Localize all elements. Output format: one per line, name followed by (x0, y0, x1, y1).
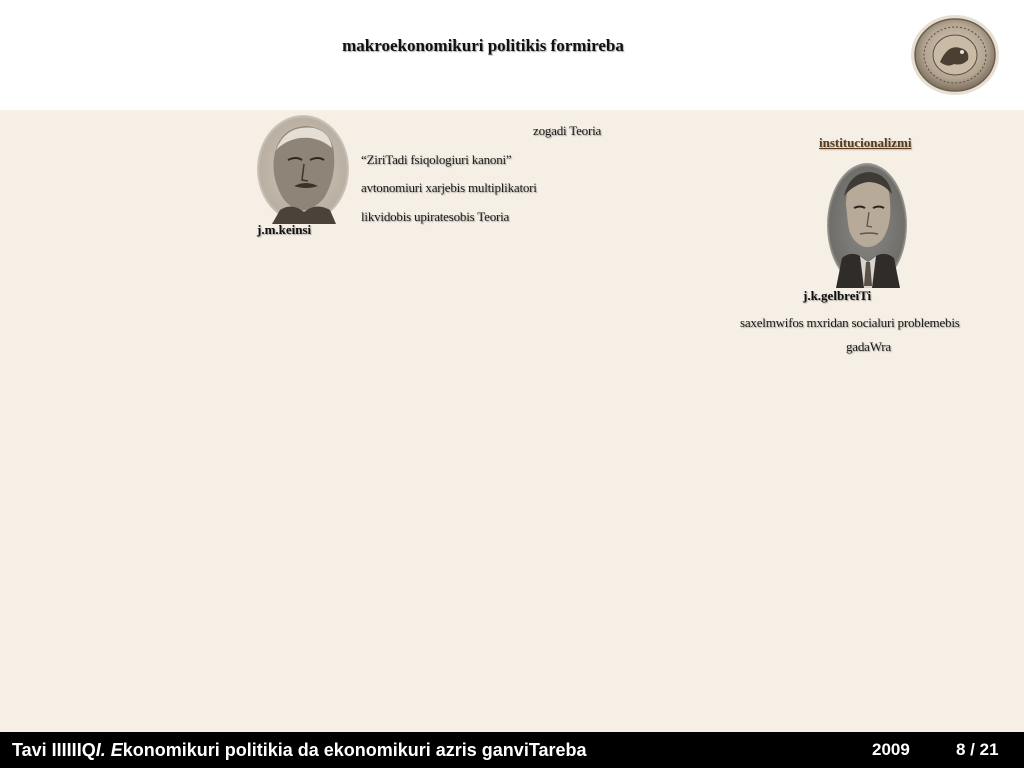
footer-title-part3: konomikuri politikia da ekonomikuri azris ganviTareba (122, 740, 587, 760)
galbraith-description-line2: gadaWra (846, 339, 891, 354)
keynes-item-general-theory: zogadi Teoria (533, 123, 602, 138)
keynes-item-multiplier: avtonomiuri xarjebis multiplikatori (361, 180, 537, 195)
seal-emblem-icon (910, 14, 1000, 96)
footer-title-part1: Tavi IIIIIIQ (12, 740, 96, 760)
galbraith-name: j.k.gelbreiTi (803, 288, 872, 303)
footer-title-part2: I. E (95, 740, 123, 760)
slide-footer (0, 732, 1024, 768)
footer-year: 2009 (872, 740, 910, 759)
footer-title (12, 740, 587, 761)
keynes-name: j.m.keinsi (257, 222, 312, 237)
slide-title: makroekonomikuri politikis formireba (342, 36, 624, 55)
keynes-item-liquidity-preference: likvidobis upiratesobis Teoria (361, 209, 510, 224)
portrait-galbraith-icon (826, 162, 908, 288)
portrait-keynes-icon (256, 114, 350, 224)
galbraith-description-line1: saxelmwifos mxridan socialuri problemebis (740, 315, 960, 330)
keynes-item-psychological-law: “ZiriTadi fsiqologiuri kanoni” (361, 152, 512, 167)
slide-content (0, 110, 1024, 732)
slide-header (0, 0, 1024, 110)
footer-page-number: 8 / 21 (956, 740, 999, 759)
institutionalism-link[interactable]: institucionalizmi (819, 135, 912, 150)
